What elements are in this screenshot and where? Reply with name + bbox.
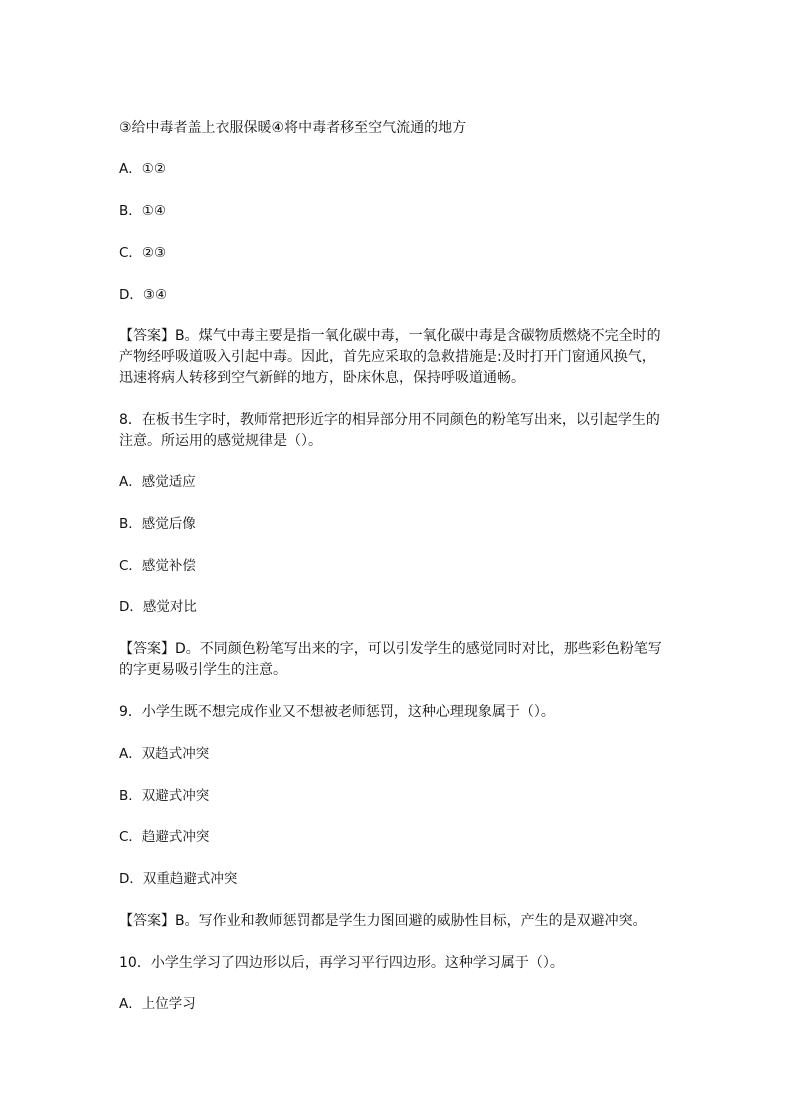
question-7-option-d: D．③④ (119, 287, 168, 303)
question-8-answer-line-1: 【答案】D。不同颜色粉笔写出来的字，可以引发学生的感觉同时对比，那些彩色粉笔写 (119, 641, 662, 657)
question-7-tail: ③给中毒者盖上衣服保暖④将中毒者移至空气流通的地方 (119, 120, 467, 136)
question-7-option-b: B．①④ (119, 203, 166, 219)
question-7-answer-line-1: 【答案】B。煤气中毒主要是指一氧化碳中毒，一氧化碳中毒是含碳物质燃烧不完全时的 (119, 328, 661, 344)
question-9-option-d: D．双重趋避式冲突 (119, 871, 238, 887)
question-8-option-b: B．感觉后像 (119, 516, 196, 532)
question-8-option-a: A．感觉适应 (119, 474, 196, 490)
question-9-stem: 9．小学生既不想完成作业又不想被老师惩罚，这种心理现象属于（）。 (119, 704, 555, 720)
question-9-option-b: B．双避式冲突 (119, 788, 210, 804)
question-9-option-a: A．双趋式冲突 (119, 746, 210, 762)
question-8-option-d: D．感觉对比 (119, 599, 197, 615)
question-7-answer-line-3: 迅速将病人转移到空气新鲜的地方，卧床休息，保持呼吸道通畅。 (119, 370, 525, 386)
question-8-stem-line-1: 8．在板书生字时，教师常把形近字的相异部分用不同颜色的粉笔写出来，以引起学生的 (119, 412, 660, 428)
question-7-option-a: A．①② (119, 161, 166, 177)
question-9-answer: 【答案】B。写作业和教师惩罚都是学生力图回避的威胁性目标，产生的是双避冲突。 (119, 913, 647, 929)
question-7-answer-line-2: 产物经呼吸道吸入引起中毒。因此，首先应采取的急救措施是:及时打开门窗通风换气， (119, 349, 656, 365)
question-8-answer-line-2: 的字更易吸引学生的注意。 (119, 662, 287, 678)
question-8-stem-line-2: 注意。所运用的感觉规律是（）。 (119, 433, 322, 449)
question-7-option-c: C．②③ (119, 245, 167, 261)
question-10-option-a: A．上位学习 (119, 996, 196, 1012)
question-10-stem: 10．小学生学习了四边形以后，再学习平行四边形。这种学习属于（）。 (119, 955, 564, 971)
question-8-option-c: C．感觉补偿 (119, 558, 196, 574)
question-9-option-c: C．趋避式冲突 (119, 829, 210, 845)
